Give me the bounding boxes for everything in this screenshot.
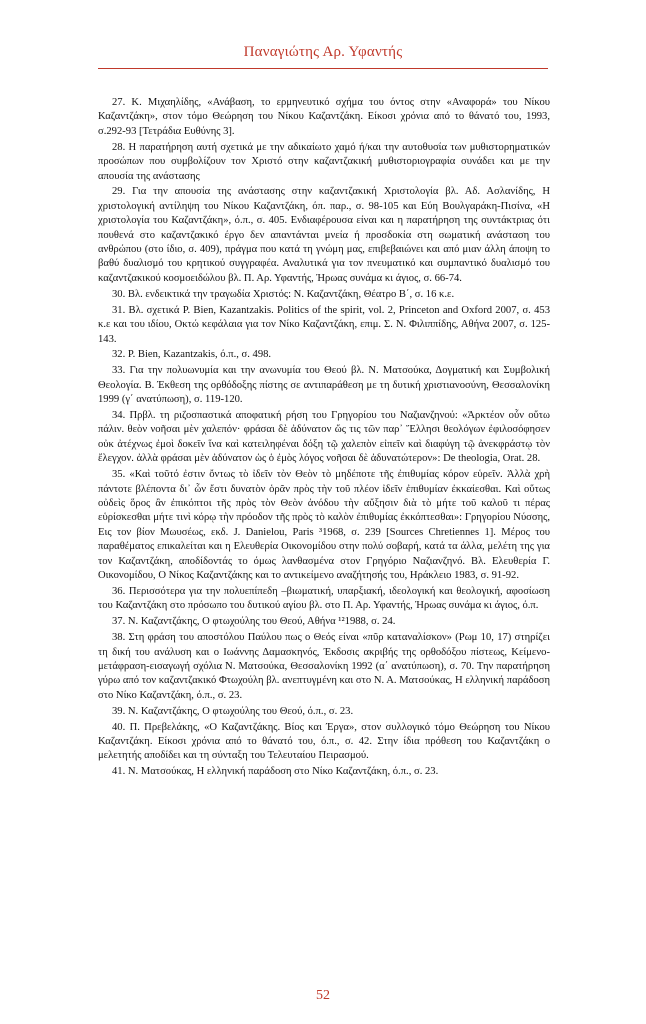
footnote-39: 39. Ν. Καζαντζάκης, Ο φτωχούλης του Θεού, ό.π., σ. 23. [112, 705, 354, 717]
footnote-37: 37. Ν. Καζαντζάκης, Ο φτωχούλης του Θεού, Αθήνα ¹²1988, σ. 24. [112, 616, 396, 628]
page-number: 52 [316, 988, 330, 1003]
footnote-35: 35. «Καὶ τοῦτό ἐστιν ὄντως τὸ ἰδεῖν τὸν Θεὸν τὸ μηδέποτε τῆς ἐπιθυμίας κόρον εὑρεῖν. Ἀλλὰ χρὴ πάντοτε βλέποντα δι᾽ ὧν ἔστι δυνατὸν ὁρᾶν πρὸς τὴν τοῦ πλέον ἰδεῖν ἐπιθυμίαν ἐκκαίεσθαι. Καὶ οὕτως οὐδεὶς ὅρος ἂν ἐπικόπτοι τῆς πρὸς τὸν Θεὸν ἀνόδου τὴν αὔξησιν διὰ τὸ μήτε τοῦ καλοῦ τι πέρας εὑρίσκεσθαι μήτε τινὶ κόρῳ τὴν πρόοδον τῆς πρὸς τὸ καλὸν ἐπιθυμίας ἐκκόπτεσθαι»: Γρηγορίου Νύσσης, Εις τον βίον Μωυσέως, εκδ. J. Danielou, Paris ³1968, σ. 239 [Sources Chretiennes 1]. Μέρος του παραθέματος επικαλείται και η Ελευθερία Οικονομίδου στην πολύ σοβαρή, κατά τα άλλα, μελέτη της για τον Καζαντζάκη, αποδίδοντάς το όμως λανθασμένα στον Γρηγόριο Ναζιανζηνό. Βλ. Ελευθερία Γ. Οικονομίδου, Ο Νίκος Καζαντζάκης και το αντικείμενο αναζήτησής του, Ηράκλειο 1983, σ. 91-92. [98, 469, 550, 581]
footnote-27: 27. Κ. Μιχαηλίδης, «Ανάβαση, το ερμηνευτικό σχήμα του όντος στην «Αναφορά» του Νίκου Καζαντζάκη», στον τόμο Θεώρηση του Νίκου Καζαντζάκη. Είκοσι χρόνια από το θάνατό του, 1993, σ.292-93 [Τετράδια Ευθύνης 3]. [98, 97, 550, 137]
footnotes-block [98, 96, 550, 781]
running-header: Παναγιώτης Αρ. Υφαντής [243, 44, 403, 60]
footnote-34: 34. Πρβλ. τη ριζοσπαστικά αποφατική ρήση του Γρηγορίου του Ναζιανζηνού: «Ἀρκτέον οὖν οὕτω πάλιν. θεὸν νοῆσαι μὲν χαλεπόν· φράσαι δὲ ἀδύνατον ὥς τις τῶν παρ᾽ Ἕλλησι θεολόγων ἐφιλοσόφησεν οὐκ ἀτέχνως ἐμοὶ δοκεῖν ἵνα καὶ κατειληφέναι δόξη τῷ χαλεπὸν εἰπεῖν καὶ διαφύγη τῷ ἀνεκφράστῳ τὸν ἔλεγχον. ἀλλὰ φράσαι μὲν ἀδύνατον ὡς ὁ ἐμὸς λόγος νοῆσαι δὲ ἀδυνατώτερον»: De theologia, Orat. 28. [98, 410, 550, 465]
footnote-40: 40. Π. Πρεβελάκης, «Ο Καζαντζάκης. Βίος και Έργα», στον συλλογικό τόμο Θεώρηση του Νίκου Καζαντζάκη. Είκοσι χρόνια από το θάνατό του, ό.π., σ. 42. Στην ίδια πρόθεση του Καζαντζάκη ο μελετητής αποδίδει και τη σύνταξη του Τελευταίου Πειρασμού. [98, 721, 550, 762]
footnote-36: 36. Περισσότερα για την πολυεπίπεδη –βιωματική, υπαρξιακή, ιδεολογική και θεολογική, αφοσίωση του Καζαντζάκη στο πρόσωπο του δυτικού αγίου βλ. στο Π. Αρ. Υφαντής, Ήρωας συνάμα κι άγιος, ό.π. [98, 585, 550, 612]
footnote-41: 41. Ν. Ματσούκας, Η ελληνική παράδοση στο Νίκο Καζαντζάκη, ό.π., σ. 23. [112, 766, 439, 778]
footnote-38: 38. Στη φράση του αποστόλου Παύλου πως ο Θεός είναι «πῦρ καταναλίσκον» (Ρωμ 10, 17) στηρίζει τη δική του ανάλυση και ο Ιωάννης Δαμασκηνός, Έκδοσις ακριβής της ορθοδόξου πίστεως, Κείμενο-μετάφραση-εισαγωγή σχόλια Ν. Ματσούκα, Θεσσαλονίκη 1992 (α΄ ανατύπωση), σ. 70. Την παρατήρηση γύρω από τον καζαντζακικό Φτωχούλη βλ. ανεπτυγμένη και στο Ν. Α. Ματσούκας, Η ελληνική παράδοση στο Νίκο Καζαντζάκη, ό.π., σ. 23. [98, 632, 550, 701]
footnote-29: 29. Για την απουσία της ανάστασης στην καζαντζακική Χριστολογία βλ. Αδ. Ασλανίδης, Η χριστολογική αντίληψη του Νίκου Καζαντζάκη, όπ. παρ., σ. 98-105 και Εύη Βουλγαράκη-Πισίνα, «Η χριστολογία του Καζαντζάκη», ό.π., σ. 405. Ενδιαφέρουσα είναι και η παρατήρηση της συντάκτριας ότι πουθενά στο καζαντζακικό έργο δεν απαντάνται μνεία ή προσδοκία στη σωματική ανάσταση του ανθρώπου (στο ίδιο, σ. 409), πράγμα που κατά τη γνώμη μας, επιβεβαιώνει και από μιαν άλλη άποψη το βαθύ δυαλισμό του κρητικού συγγραφέα. Αναλυτικά για τον πνευματικό και συμπαντικό δυαλισμό του καζαντζακικού κοσμοειδώλου βλ. Π. Αρ. Υφαντής, Ήρωας συνάμα κι άγιος, σ. 66-74. [98, 186, 550, 284]
footnote-32: 32. P. Bien, Kazantzakis, ό.π., σ. 498. [112, 349, 272, 361]
footnote-28: 28. Η παρατήρηση αυτή σχετικά με την αδικαίωτο χαμό ή/και την αυτοθυσία των μυθιστορηματικών προσώπων που συμβολίζουν τον Χριστό στην καζαντζακική μυθιστοριογραφία συνάδει και με την απουσία της ανάστασης [98, 141, 550, 182]
footnote-31: 31. Βλ. σχετικά P. Bien, Kazantzakis. Politics of the spirit, vol. 2, Princeton and Oxford 2007, σ. 453 κ.ε και του ιδίου, Οκτώ κεφάλαια για τον Νίκο Καζαντζάκη, επιμ. Σ. Ν. Φιλιππίδης, Αθήνα 2007, σ. 125-143. [98, 304, 550, 345]
header-rule [98, 68, 548, 69]
footnote-30: 30. Βλ. ενδεικτικά την τραγωδία Χριστός: Ν. Καζαντζάκη, Θέατρο Β΄, σ. 16 κ.ε. [112, 288, 455, 300]
footnote-33: 33. Για την πολυωνυμία και την ανωνυμία του Θεού βλ. Ν. Ματσούκα, Δογματική και Συμβολική Θεολογία. Β. Έκθεση της ορθόδοξης πίστης σε αντιπαράθεση με τη δυτική χριστιανοσύνη, Θεσσαλονίκη 1999 (γ΄ ανατύπωση), σ. 119-120. [98, 365, 550, 406]
